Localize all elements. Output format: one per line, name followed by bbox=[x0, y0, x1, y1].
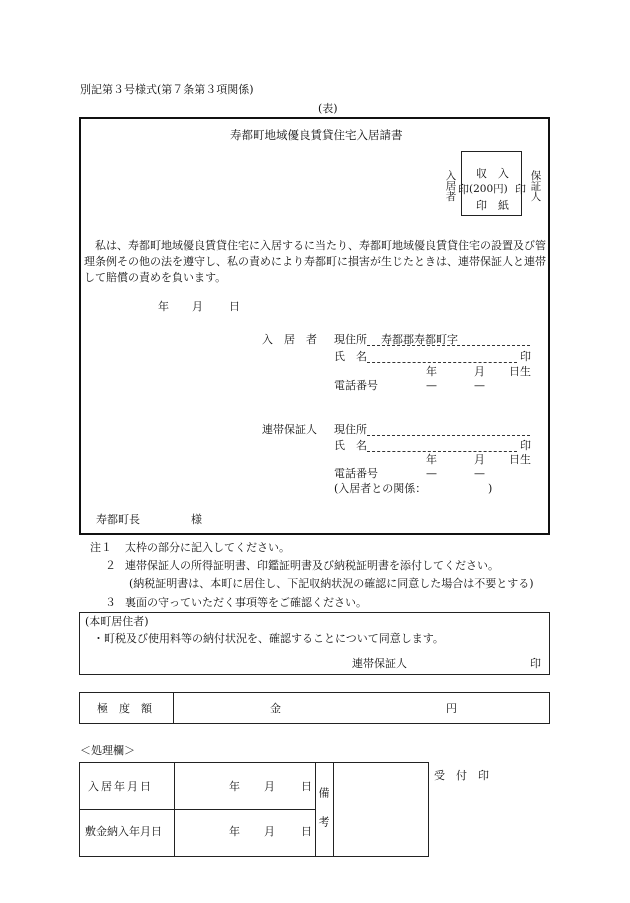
stamp-right-seal: 印 bbox=[515, 183, 526, 196]
consent-text: ・町税及び使用料等の納付状況を、確認することについて同意します。 bbox=[93, 632, 444, 645]
note1-text: 太枠の部分に記入してください。 bbox=[125, 541, 290, 554]
date-month: 月 bbox=[192, 300, 203, 313]
consent-heading: (本町居住者) bbox=[85, 615, 149, 628]
limit-divider bbox=[173, 692, 174, 724]
note2-sub-text: (納税証明書は、本町に居住し、下記収納状況の確認に同意した場合は不要とする) bbox=[129, 577, 534, 590]
form-title: 寿都町地域優良賃貸住宅入居請書 bbox=[230, 128, 403, 142]
pledge-text: 私は、寿都町地域優良賃貸住宅に入居するに当たり、寿都町地域優良賃貸住宅の設置及び管理条例その他の法を遵守し、私の責めにより寿都町に損害が生じたときは、連帯保証人と連帯して賠償の責めを負います。 bbox=[84, 239, 546, 284]
date-day: 日 bbox=[229, 300, 240, 313]
resident-seal: 印 bbox=[520, 350, 531, 363]
resident-address-value[interactable]: 寿都郡寿都町字 bbox=[381, 333, 458, 346]
deposit-month: 月 bbox=[264, 825, 275, 838]
remarks-label: 備考 bbox=[317, 787, 330, 845]
stamp-left-seal: 印 bbox=[458, 183, 469, 196]
side-label: (表) bbox=[318, 102, 338, 115]
deposit-date-label: 敷金納入年月日 bbox=[85, 825, 162, 838]
processing-col-divider1 bbox=[174, 762, 175, 857]
guarantor-name-line[interactable] bbox=[367, 451, 517, 452]
resident-birth-day: 日生 bbox=[509, 365, 531, 378]
note3-label: ３ bbox=[105, 596, 116, 609]
resident-birth-year: 年 bbox=[426, 365, 437, 378]
processing-col-divider2 bbox=[315, 762, 316, 857]
guarantor-role: 連帯保証人 bbox=[262, 423, 317, 436]
limit-label: 極 度 額 bbox=[97, 702, 152, 715]
move-in-year: 年 bbox=[229, 780, 240, 793]
guarantor-name-label: 氏 名 bbox=[334, 439, 367, 452]
guarantor-phone-sep2: — bbox=[474, 467, 485, 480]
guarantor-relation-open: (入居者との関係： bbox=[334, 482, 427, 495]
limit-kin: 金 bbox=[270, 702, 281, 715]
resident-role: 入 居 者 bbox=[262, 333, 317, 346]
resident-phone-sep2: — bbox=[474, 379, 485, 392]
guarantor-birth-year: 年 bbox=[426, 453, 437, 466]
guarantor-birth-month: 月 bbox=[474, 453, 485, 466]
date-year: 年 bbox=[158, 300, 169, 313]
move-in-day: 日 bbox=[301, 780, 312, 793]
guarantor-seal: 印 bbox=[520, 439, 531, 452]
guarantor-phone-sep1: — bbox=[426, 467, 437, 480]
deposit-year: 年 bbox=[229, 825, 240, 838]
guarantor-relation-close: ) bbox=[488, 482, 493, 495]
guarantor-address-label: 現住所 bbox=[334, 423, 367, 436]
stamp-line1: 収 入 bbox=[476, 167, 509, 180]
stamp-line2: (200円) bbox=[469, 183, 508, 195]
deposit-day: 日 bbox=[301, 825, 312, 838]
stamp-right-label: 保証人 bbox=[529, 170, 542, 202]
processing-col-divider3 bbox=[333, 762, 334, 857]
resident-address-label: 現住所 bbox=[334, 333, 367, 346]
consent-signer: 連帯保証人 bbox=[352, 657, 407, 670]
stamp-left-label: 入居者 bbox=[444, 170, 457, 202]
resident-name-line[interactable] bbox=[367, 362, 517, 363]
resident-birth-month: 月 bbox=[474, 365, 485, 378]
note2-text: 連帯保証人の所得証明書、印鑑証明書及び納税証明書を添付してください。 bbox=[125, 559, 499, 572]
resident-phone-sep1: — bbox=[426, 379, 437, 392]
note3-text: 裏面の守っていただく事項等をご確認ください。 bbox=[125, 596, 367, 609]
addressee: 寿都町長 bbox=[96, 513, 140, 526]
guarantor-phone-label: 電話番号 bbox=[334, 467, 378, 480]
consent-seal: 印 bbox=[530, 657, 541, 670]
resident-phone-label: 電話番号 bbox=[334, 379, 378, 392]
resident-name-label: 氏 名 bbox=[334, 350, 367, 363]
limit-yen: 円 bbox=[446, 702, 457, 715]
guarantor-birth-day: 日生 bbox=[509, 453, 531, 466]
receipt-stamp-label: 受 付 印 bbox=[434, 769, 489, 782]
addressee-suffix: 様 bbox=[191, 513, 202, 526]
note1-label: 注１ bbox=[90, 541, 112, 554]
note2-label: ２ bbox=[105, 559, 116, 572]
form-id: 別記第３号様式(第７条第３項関係) bbox=[80, 83, 254, 96]
processing-row-divider bbox=[79, 809, 315, 810]
move-in-date-label: 入居年月日 bbox=[88, 780, 153, 793]
stamp-line3: 印 紙 bbox=[476, 199, 509, 212]
processing-heading: ＜処理欄＞ bbox=[80, 744, 135, 757]
move-in-month: 月 bbox=[264, 780, 275, 793]
guarantor-address-line[interactable] bbox=[367, 435, 530, 436]
